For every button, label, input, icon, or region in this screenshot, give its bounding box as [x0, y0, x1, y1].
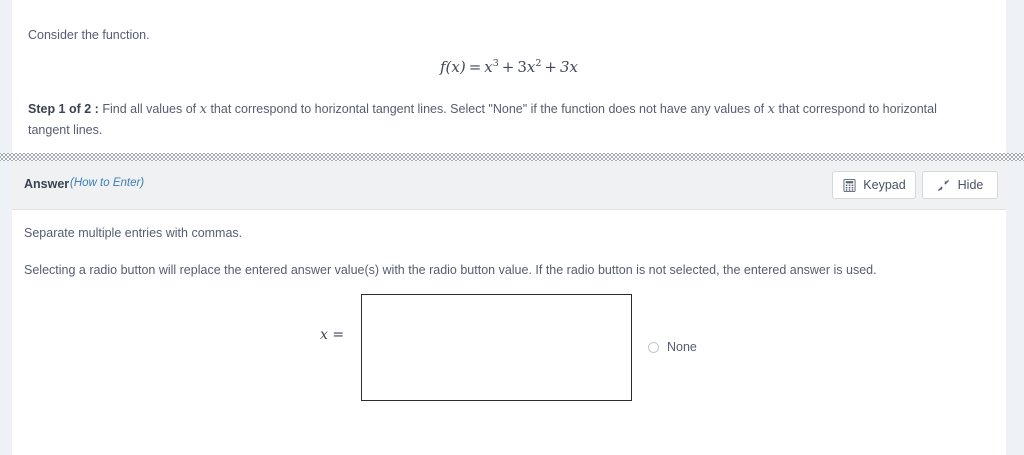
formula-equals: =: [468, 58, 482, 76]
question-block: [12, 0, 1006, 152]
step-text-part-2: that correspond to horizontal tangent lines. Select "None" if the function does not have any values of: [210, 102, 765, 116]
hide-button[interactable]: [922, 171, 998, 199]
formula-plus-1: +: [501, 58, 515, 76]
step-instruction: [28, 99, 980, 141]
hint-separate-commas: Separate multiple entries with commas.: [24, 226, 243, 240]
formula-term2-base: x: [526, 58, 536, 76]
answer-heading: Answer: [24, 177, 70, 191]
calculator-icon: [842, 178, 856, 192]
answer-x-equals: =: [332, 327, 345, 343]
answer-x-label: [320, 327, 344, 343]
answer-x-variable: x: [320, 327, 328, 343]
none-radio-label[interactable]: None: [667, 340, 697, 354]
formula-term1-base: x: [484, 58, 493, 76]
answer-input[interactable]: [361, 294, 632, 401]
answer-header-bar: [12, 161, 1006, 210]
step-text-part-3: that correspond to horizontal tangent lines.: [28, 102, 937, 137]
hide-button-label: Hide: [957, 178, 984, 192]
right-page-gutter: [1006, 0, 1024, 455]
none-option[interactable]: [648, 340, 697, 354]
step-variable-1: x: [199, 102, 207, 117]
hint-radio-behavior: Selecting a radio button will replace the entered answer value(s) with the radio button value. If the radio button is not selected, the entered answer is used.: [24, 263, 877, 277]
step-variable-2: x: [767, 102, 775, 117]
formula-term3: 3x: [560, 58, 579, 76]
step-label: Step 1 of 2 :: [28, 102, 99, 116]
formula-term1-exponent: 3: [492, 58, 499, 69]
how-to-enter-link[interactable]: (How to Enter): [70, 177, 145, 189]
formula-lhs: f(x): [439, 58, 466, 76]
question-prompt: Consider the function.: [28, 28, 150, 42]
none-radio-button[interactable]: [648, 342, 659, 353]
left-page-gutter: [0, 0, 12, 455]
keypad-button-label: Keypad: [863, 178, 906, 192]
collapse-arrows-icon: [937, 178, 951, 192]
step-text-part-1: Find all values of: [102, 102, 197, 116]
dotted-separator: [0, 153, 1024, 161]
formula-term2-exponent: 2: [535, 58, 542, 69]
answer-entry-row: [12, 282, 1006, 412]
keypad-button[interactable]: [832, 171, 916, 199]
answer-body: [12, 210, 1006, 455]
formula-term2-coefficient: 3: [517, 58, 527, 76]
function-formula: [12, 58, 1006, 76]
formula-plus-2: +: [544, 58, 557, 76]
